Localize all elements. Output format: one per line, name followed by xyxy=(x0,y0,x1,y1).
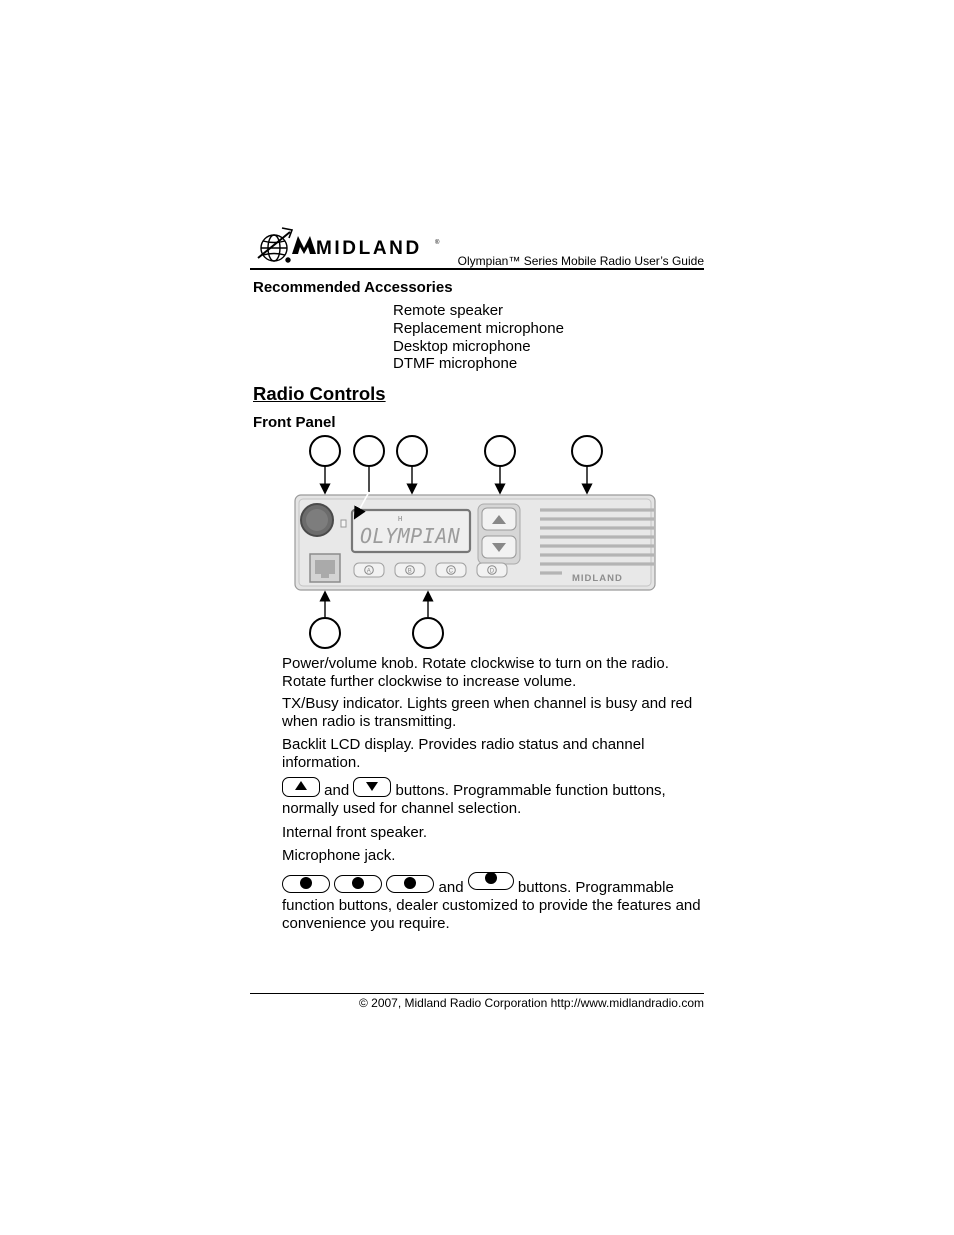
svg-text:B: B xyxy=(407,568,412,575)
header-divider xyxy=(250,268,704,270)
down-arrow-icon xyxy=(353,777,391,797)
callout-circle-function-buttons xyxy=(413,618,443,648)
lcd-indicator: H xyxy=(398,515,403,523)
function-button-icon xyxy=(282,875,330,893)
speaker-description: Internal front speaker. xyxy=(282,824,428,841)
midland-logo xyxy=(252,224,444,268)
list-item: Desktop microphone xyxy=(393,337,531,355)
accessories-heading: Recommended Accessories xyxy=(253,279,453,296)
mic-jack-description: Microphone jack. xyxy=(282,847,396,864)
logo-wordmark: MIDLAND xyxy=(316,238,422,259)
func-and: and xyxy=(438,879,464,896)
logo-m-mark xyxy=(292,236,316,254)
svg-text:C: C xyxy=(448,568,454,575)
copyright: © 2007, Midland Radio Corporation http://www.midlandradio.com xyxy=(358,996,704,1010)
lcd-description: Backlit LCD display. Provides radio status and channel information. xyxy=(282,736,645,771)
list-item: Remote speaker xyxy=(393,302,504,319)
function-button-icon xyxy=(468,872,514,890)
callout-circle-lcd xyxy=(397,436,427,466)
guide-title: Olympian™ Series Mobile Radio User’s Guide xyxy=(457,254,704,268)
function-buttons-description xyxy=(282,872,702,933)
svg-text:D: D xyxy=(489,568,495,575)
svg-text:A: A xyxy=(366,568,371,575)
tx-busy-description: TX/Busy indicator. Lights green when channel is busy and red when radio is transmitting. xyxy=(282,695,693,730)
accessories-list xyxy=(393,302,564,373)
function-button-icon xyxy=(386,875,434,893)
updown-text: buttons. Programmable function buttons, normally used for channel selection. xyxy=(282,782,666,817)
front-panel-heading: Front Panel xyxy=(253,414,336,431)
list-item: DTMF microphone xyxy=(393,355,518,373)
svg-text:®: ® xyxy=(435,240,440,246)
tx-busy-led xyxy=(341,520,346,527)
list-item: Replacement microphone xyxy=(393,319,564,337)
up-arrow-icon xyxy=(282,777,320,797)
function-button-icon xyxy=(334,875,382,893)
callout-circle-power-knob xyxy=(310,436,340,466)
radio-front-panel xyxy=(295,495,655,590)
lcd-text: OLYMPIAN xyxy=(360,524,461,548)
callout-circle-updown xyxy=(485,436,515,466)
callout-circle-speaker xyxy=(572,436,602,466)
section-title: Radio Controls xyxy=(253,383,386,404)
footer-divider xyxy=(250,993,704,994)
updown-description xyxy=(282,777,702,818)
func-text: buttons. Programmable function buttons, dealer customized to provide the features and convenience you require. xyxy=(282,879,701,932)
globe-icon xyxy=(258,228,292,262)
front-panel-diagram xyxy=(280,430,670,652)
callout-circle-tx-busy xyxy=(354,436,384,466)
power-knob-description: Power/volume knob. Rotate clockwise to turn on the radio. Rotate further clockwise to increase volume. xyxy=(282,655,669,690)
updown-and: and xyxy=(324,782,350,799)
callout-circle-mic-jack xyxy=(310,618,340,648)
radio-brand: MIDLAND xyxy=(572,573,623,584)
